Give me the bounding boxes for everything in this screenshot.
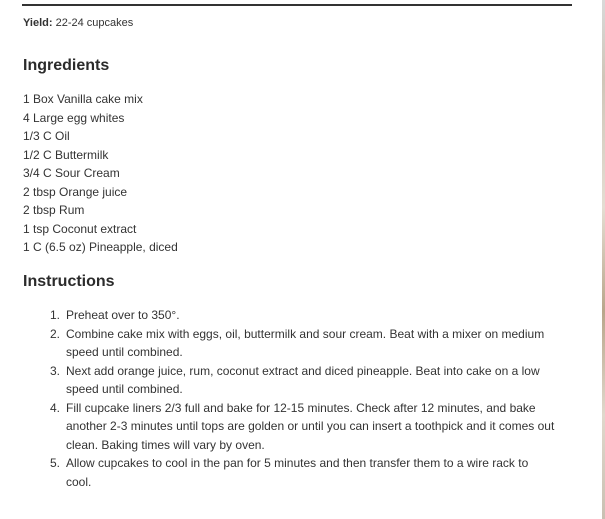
yield-label: Yield: — [23, 17, 53, 29]
step-number: 4. — [50, 400, 61, 415]
ingredient-item: 1 C (6.5 oz) Pineapple, diced — [23, 240, 178, 254]
ingredient-item: 1/3 C Oil — [23, 129, 70, 143]
instruction-step — [30, 306, 555, 325]
instruction-step — [30, 325, 555, 362]
ingredient-item: 2 tbsp Orange juice — [23, 184, 128, 199]
step-text: Next add orange juice, rum, coconut extract and diced pineapple. Beat into cake on a low speed until combined. — [66, 363, 540, 396]
instruction-step — [30, 399, 555, 455]
ingredient-item: 1 Box Vanilla cake mix — [23, 92, 143, 106]
ingredients-list — [23, 90, 178, 257]
yield-value: 22-24 cupcakes — [55, 17, 134, 29]
recipe-yield — [23, 17, 133, 29]
instructions-heading: Instructions — [23, 273, 115, 290]
top-divider — [22, 4, 572, 6]
ingredient-item: 1/2 C Buttermilk — [23, 147, 109, 162]
ingredient-item: 2 tbsp Rum — [23, 203, 85, 217]
ingredient-item: 1 tsp Coconut extract — [23, 221, 137, 236]
instruction-step — [30, 362, 555, 399]
ingredient-item: 4 Large egg whites — [23, 110, 125, 125]
step-number: 5. — [50, 456, 61, 470]
instruction-step — [30, 454, 555, 491]
instructions-list — [30, 306, 555, 491]
step-text: Combine cake mix with eggs, oil, buttermilk and sour cream. Beat with a mixer on medium speed until combined. — [66, 326, 545, 359]
step-text: Fill cupcake liners 2/3 full and bake for 12-15 minutes. Check after 12 minutes, and bake another 2-3 minutes until tops are golden or until you can insert a toothpick and it comes out clean. Baking times will vary by oven. — [66, 400, 555, 452]
step-text: Preheat over to 350°. — [66, 308, 180, 322]
step-number: 3. — [50, 363, 61, 378]
step-text: Allow cupcakes to cool in the pan for 5 minutes and then transfer them to a wire rack to cool. — [66, 456, 529, 489]
ingredients-heading: Ingredients — [23, 57, 110, 74]
ingredient-item: 3/4 C Sour Cream — [23, 166, 120, 180]
step-number: 1. — [50, 308, 61, 322]
step-number: 2. — [50, 326, 61, 341]
